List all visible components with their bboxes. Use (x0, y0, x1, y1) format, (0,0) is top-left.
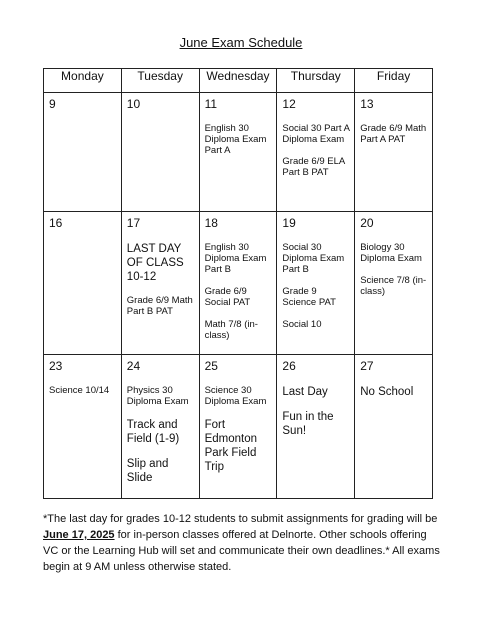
day-cell (355, 93, 433, 212)
day-cell (121, 93, 199, 212)
week-row (44, 93, 433, 212)
exam-event: Physics 30 Diploma Exam (126, 385, 189, 407)
day-number: 16 (49, 216, 63, 230)
activity-event: Last Day (282, 386, 328, 398)
day-cell (277, 93, 355, 212)
day-number: 25 (204, 359, 218, 373)
footnote-text-start: *The last day for grades 10-12 students to submit assignments for grading will be (43, 513, 438, 525)
exam-event: Biology 30 Diploma Exam (360, 242, 422, 264)
header-wednesday: Wednesday (199, 69, 277, 93)
day-cell (199, 355, 277, 499)
exam-event: Math 7/8 (in-class) (204, 319, 258, 341)
day-number: 19 (282, 216, 296, 230)
footnote-text-end: for in-person classes offered at Delnorte. Other schools offering VC or the Learning Hub will set and communicate their own deadlines.* All exams begin at 9 AM unless otherwise stated. (43, 529, 440, 573)
exam-event: Science 30 Diploma Exam (204, 385, 267, 407)
exam-event: Grade 6/9 Math Part B PAT (126, 295, 193, 317)
day-number: 27 (360, 359, 374, 373)
activity-event: No School (360, 386, 414, 398)
activity-event: Track and Field (1-9) (126, 419, 180, 445)
exam-calendar (43, 68, 433, 499)
exam-event: Grade 9 Science PAT (282, 286, 336, 308)
day-cell (199, 212, 277, 355)
header-friday: Friday (355, 69, 433, 93)
exam-event: English 30 Diploma Exam Part B (204, 242, 267, 275)
last-day-of-class-note: LAST DAY OF CLASS 10-12 (126, 243, 184, 283)
day-cell (121, 355, 199, 499)
header-thursday: Thursday (277, 69, 355, 93)
day-number: 9 (49, 97, 56, 111)
activity-event: Fun in the Sun! (282, 411, 334, 437)
day-number: 11 (204, 97, 218, 111)
day-number: 18 (204, 216, 218, 230)
week-row (44, 355, 433, 499)
activity-event: Slip and Slide (126, 458, 169, 484)
exam-event: English 30 Diploma Exam Part A (204, 123, 267, 156)
page-title: June Exam Schedule (179, 35, 303, 50)
day-cell (277, 355, 355, 499)
exam-event: Grade 6/9 Math Part A PAT (360, 123, 427, 145)
activity-event: Fort Edmonton Park Field Trip (204, 419, 258, 473)
day-number: 24 (126, 359, 141, 373)
day-number: 17 (126, 216, 141, 230)
exam-event: Science 7/8 (in-class) (360, 275, 427, 297)
day-number: 23 (49, 359, 63, 373)
day-cell (44, 212, 122, 355)
day-cell (121, 212, 199, 355)
day-cell (44, 93, 122, 212)
exam-event: Grade 6/9 ELA Part B PAT (282, 156, 345, 178)
day-number: 10 (126, 97, 141, 111)
exam-event: Social 30 Part A Diploma Exam (282, 123, 350, 145)
weekday-header-row (44, 69, 433, 93)
day-cell (355, 212, 433, 355)
footnote (43, 511, 443, 575)
day-cell (199, 93, 277, 212)
week-row (44, 212, 433, 355)
exam-event: Social 10 (282, 319, 322, 330)
day-cell (277, 212, 355, 355)
header-tuesday: Tuesday (121, 69, 199, 93)
exam-event: Social 30 Diploma Exam Part B (282, 242, 345, 275)
deadline-date: June 17, 2025 (43, 529, 115, 541)
day-number: 20 (360, 216, 374, 230)
exam-event: Science 10/14 (49, 385, 110, 396)
day-number: 26 (282, 359, 296, 373)
day-cell (355, 355, 433, 499)
day-cell (44, 355, 122, 499)
header-monday: Monday (44, 69, 122, 93)
day-number: 13 (360, 97, 374, 111)
exam-event: Grade 6/9 Social PAT (204, 286, 251, 308)
day-number: 12 (282, 97, 296, 111)
